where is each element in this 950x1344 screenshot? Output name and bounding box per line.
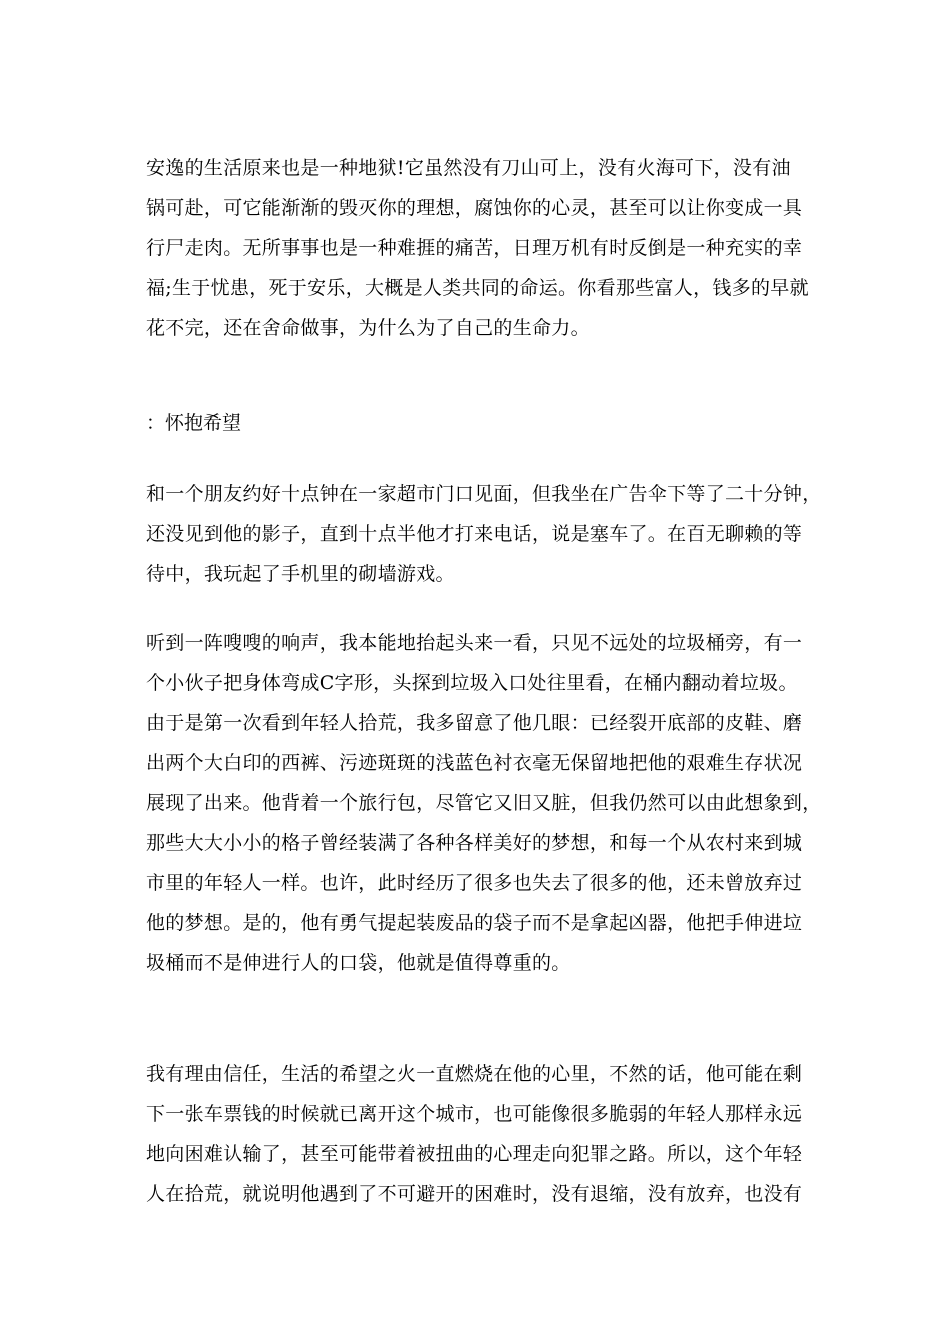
paragraph-2-line: 和一个朋友约好十点钟在一家超市门口见面，但我坐在广告伞下等了二十分钟， [146, 483, 822, 505]
paragraph-3-line: 他的梦想。是的，他有勇气提起装废品的袋子而不是拿起凶器，他把手伸进垃 [146, 912, 803, 934]
paragraph-3-line: 由于是第一次看到年轻人拾荒，我多留意了他几眼：已经裂开底部的皮鞋、磨 [146, 712, 803, 734]
paragraph-3-line: 展现了出来。他背着一个旅行包，尽管它又旧又脏，但我仍然可以由此想象到， [146, 792, 822, 814]
paragraph-3-line: 那些大大小小的格子曾经装满了各种各样美好的梦想，和每一个从农村来到城 [146, 832, 803, 854]
paragraph-4 [146, 1054, 826, 1214]
paragraph-2 [146, 474, 826, 594]
paragraph-4-line: 地向困难认输了，甚至可能带着被扭曲的心理走向犯罪之路。所以，这个年轻 [146, 1143, 803, 1165]
paragraph-4-line: 人在拾荒，就说明他遇到了不可避开的困难时，没有退缩，没有放弃，也没有 [146, 1183, 803, 1205]
paragraph-1-line: 安逸的生活原来也是一种地狱!它虽然没有刀山可上，没有火海可下，没有油 [146, 157, 791, 179]
paragraph-1-line: 行尸走肉。无所事事也是一种难捱的痛苦，日理万机有时反倒是一种充实的幸 [146, 237, 803, 259]
paragraph-1-line: 锅可赴，可它能渐渐的毁灭你的理想，腐蚀你的心灵，甚至可以让你变成一具 [146, 197, 803, 219]
paragraph-3-line: 出两个大白印的西裤、污迹斑斑的浅蓝色衬衣毫无保留地把他的艰难生存状况 [146, 752, 803, 774]
paragraph-4-line: 我有理由信任，生活的希望之火一直燃烧在他的心里，不然的话，他可能在剩 [146, 1063, 803, 1085]
paragraph-2-line: 还没见到他的影子，直到十点半他才打来电话，说是塞车了。在百无聊赖的等 [146, 523, 803, 545]
paragraph-3-line: 个小伙子把身体弯成C字形，头探到垃圾入口处往里看，在桶内翻动着垃圾。 [146, 672, 798, 694]
paragraph-1-line: 福;生于忧患，死于安乐，大概是人类共同的命运。你看那些富人，钱多的早就 [146, 277, 809, 299]
section-heading: ：怀抱希望 [146, 412, 242, 434]
paragraph-3 [146, 623, 826, 983]
paragraph-3-line: 听到一阵嗖嗖的响声，我本能地抬起头来一看，只见不远处的垃圾桶旁，有一 [146, 632, 803, 654]
paragraph-3-line: 圾桶而不是伸进行人的口袋，他就是值得尊重的。 [146, 952, 571, 974]
paragraph-4-line: 下一张车票钱的时候就已离开这个城市，也可能像很多脆弱的年轻人那样永远 [146, 1103, 803, 1125]
paragraph-1-line: 花不完，还在舍命做事，为什么为了自己的生命力。 [146, 317, 590, 339]
paragraph-1 [146, 148, 826, 348]
paragraph-2-line: 待中，我玩起了手机里的砌墙游戏。 [146, 563, 455, 585]
paragraph-3-line: 市里的年轻人一样。也许，此时经历了很多也失去了很多的他，还未曾放弃过 [146, 872, 803, 894]
